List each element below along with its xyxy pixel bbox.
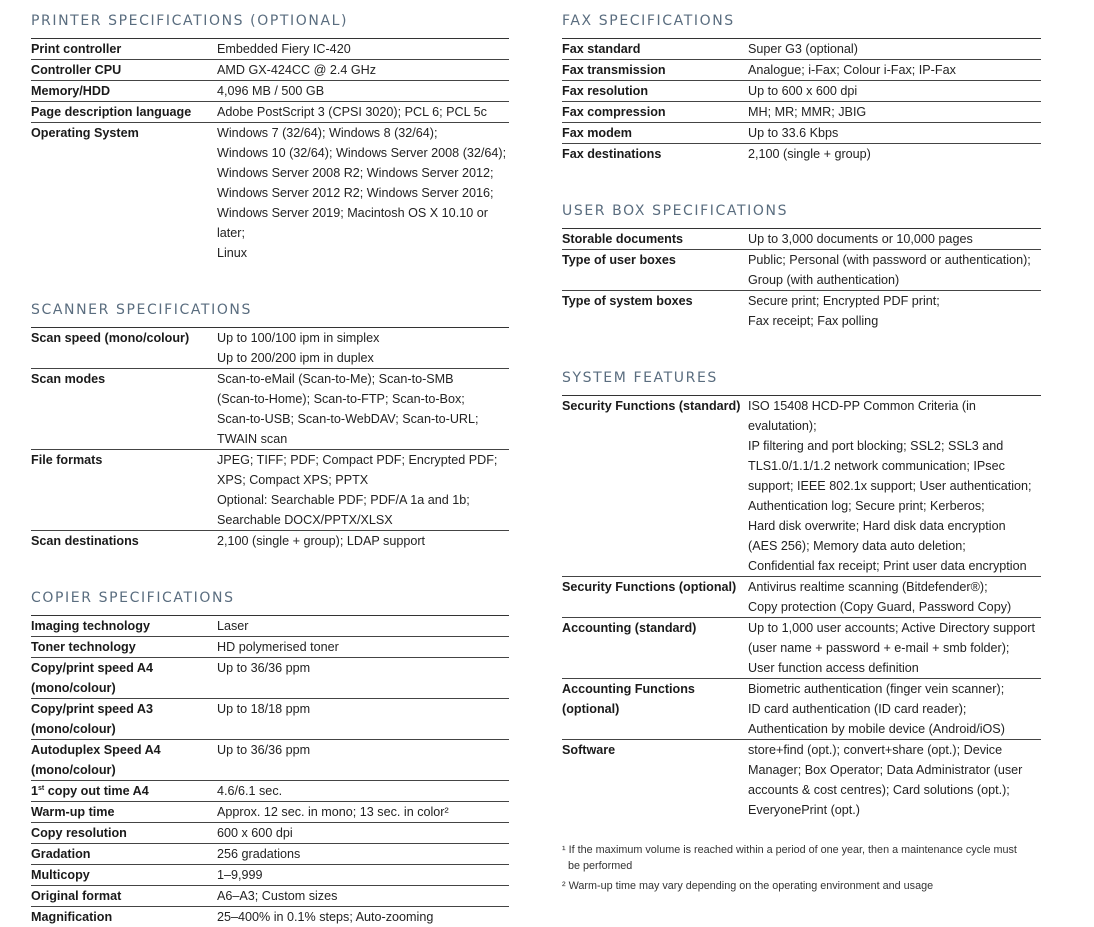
- spec-value-line: XPS; Compact XPS; PPTX: [217, 473, 369, 487]
- spec-value-line: 2,100 (single + group): [748, 147, 871, 161]
- spec-value: [217, 637, 509, 657]
- spec-row: [562, 291, 1041, 331]
- spec-row: [31, 907, 509, 927]
- printer-section: [31, 0, 509, 263]
- spec-value-line: User function access definition: [748, 661, 919, 675]
- spec-value-line: Linux: [217, 246, 248, 260]
- spec-value: [217, 886, 509, 906]
- spec-label: 1st copy out time A4: [31, 784, 149, 798]
- spec-value-line: Hard disk overwrite; Hard disk data encryption: [748, 519, 1006, 533]
- spec-value: [217, 823, 509, 843]
- spec-label: Scan speed (mono/colour): [31, 331, 190, 345]
- spec-value-line: 4,096 MB / 500 GB: [217, 84, 325, 98]
- spec-value: [217, 531, 509, 551]
- spec-row: [31, 616, 509, 637]
- spec-value-line: Windows 10 (32/64); Windows Server 2008 (32/64);: [217, 146, 507, 160]
- spec-value-line: 2,100 (single + group); LDAP support: [217, 534, 426, 548]
- spec-row: [562, 250, 1041, 291]
- spec-value-line: TWAIN scan: [217, 432, 288, 446]
- spec-label: Warm-up time: [31, 805, 115, 819]
- left-column: [31, 0, 509, 927]
- spec-label: Security Functions (optional): [562, 580, 737, 594]
- scanner-spec-table: [31, 327, 509, 551]
- spec-label: Fax destinations: [562, 147, 662, 161]
- spec-value-line: 256 gradations: [217, 847, 301, 861]
- footnote-1: ¹ If the maximum volume is reached within a period of one year, then a maintenance cycle must be performed: [562, 844, 1017, 872]
- spec-value: [217, 740, 509, 780]
- spec-value: [748, 618, 1041, 678]
- right-column: [562, 0, 1041, 894]
- spec-row: [562, 740, 1041, 820]
- spec-value: [217, 865, 509, 885]
- spec-value: [748, 250, 1041, 290]
- spec-value-line: Fax receipt; Fax polling: [748, 314, 879, 328]
- spec-label: Print controller: [31, 42, 122, 56]
- spec-label: Fax modem: [562, 126, 632, 140]
- userbox-section-title: USER BOX SPECIFICATIONS: [562, 203, 789, 219]
- spec-value-line: support; IEEE 802.1x support; User authentication;: [748, 479, 1032, 493]
- spec-value-line: Up to 1,000 user accounts; Active Directory support: [748, 621, 1035, 635]
- spec-row: [31, 102, 509, 123]
- fax-section-title: FAX SPECIFICATIONS: [562, 13, 735, 29]
- spec-value-line: Confidential fax receipt; Print user data encryption: [748, 559, 1027, 573]
- spec-row: [31, 802, 509, 823]
- spec-row: [31, 369, 509, 450]
- spec-value: [217, 781, 509, 801]
- spec-value: [748, 740, 1041, 820]
- spec-value-line: EveryonePrint (opt.): [748, 803, 860, 817]
- spec-label: Memory/HDD: [31, 84, 111, 98]
- spec-value-line: Group (with authentication): [748, 273, 900, 287]
- spec-label: Storable documents: [562, 232, 684, 246]
- spec-value-line: MH; MR; MMR; JBIG: [748, 105, 867, 119]
- spec-value-line: Public; Personal (with password or authentication);: [748, 253, 1031, 267]
- spec-value: [748, 396, 1041, 576]
- spec-label: Copy/print speed A4 (mono/colour): [31, 661, 153, 695]
- spec-label: Copy resolution: [31, 826, 127, 840]
- spec-value: [217, 123, 509, 263]
- spec-value-line: IP filtering and port blocking; SSL2; SSL3 and: [748, 439, 1004, 453]
- printer-section-title: PRINTER SPECIFICATIONS (OPTIONAL): [31, 13, 349, 29]
- spec-value-line: Adobe PostScript 3 (CPSI 3020); PCL 6; PCL 5c: [217, 105, 487, 119]
- spec-label: Type of system boxes: [562, 294, 693, 308]
- spec-label: Toner technology: [31, 640, 136, 654]
- spec-value-line: Analogue; i-Fax; Colour i-Fax; IP-Fax: [748, 63, 956, 77]
- footnotes: [562, 842, 1041, 894]
- spec-value-line: Windows 7 (32/64); Windows 8 (32/64);: [217, 126, 438, 140]
- spec-value-line: Copy protection (Copy Guard, Password Copy): [748, 600, 1012, 614]
- spec-value-line: Windows Server 2008 R2; Windows Server 2012;: [217, 166, 494, 180]
- spec-value-line: JPEG; TIFF; PDF; Compact PDF; Encrypted PDF;: [217, 453, 498, 467]
- spec-label: Imaging technology: [31, 619, 150, 633]
- spec-value-line: Up to 36/36 ppm: [217, 661, 311, 675]
- spec-value: [217, 802, 509, 822]
- fax-spec-table: [562, 38, 1041, 164]
- spec-row: [31, 658, 509, 699]
- spec-row: [31, 740, 509, 781]
- spec-label: Controller CPU: [31, 63, 122, 77]
- spec-value-line: HD polymerised toner: [217, 640, 339, 654]
- spec-value-line: Optional: Searchable PDF; PDF/A 1a and 1b;: [217, 493, 470, 507]
- spec-row: [562, 39, 1041, 60]
- spec-label: Type of user boxes: [562, 253, 676, 267]
- system-section-title: SYSTEM FEATURES: [562, 370, 718, 386]
- spec-label: Autoduplex Speed A4 (mono/colour): [31, 743, 161, 777]
- spec-value: [217, 616, 509, 636]
- spec-value-line: Up to 100/100 ipm in simplex: [217, 331, 380, 345]
- spec-label: Accounting Functions (optional): [562, 682, 695, 716]
- spec-row: [31, 844, 509, 865]
- spec-value-line: Up to 18/18 ppm: [217, 702, 311, 716]
- spec-row: [562, 618, 1041, 679]
- spec-value-line: TLS1.0/1.1/1.2 network communication; IPsec: [748, 459, 1005, 473]
- spec-value-line: 4.6/6.1 sec.: [217, 784, 283, 798]
- spec-label: Scan destinations: [31, 534, 139, 548]
- spec-row: [31, 81, 509, 102]
- spec-value-line: Searchable DOCX/PPTX/XLSX: [217, 513, 393, 527]
- spec-value-line: Authentication by mobile device (Android/iOS): [748, 722, 1005, 736]
- spec-label: Page description language: [31, 105, 192, 119]
- spec-row: [31, 123, 509, 263]
- spec-value-line: ID card authentication (ID card reader);: [748, 702, 967, 716]
- spec-value: [748, 39, 1041, 59]
- spec-value-line: Laser: [217, 619, 249, 633]
- spec-row: [31, 531, 509, 551]
- spec-value-line: Approx. 12 sec. in mono; 13 sec. in color²: [217, 805, 449, 819]
- userbox-section: [562, 190, 1041, 331]
- spec-value: [748, 577, 1041, 617]
- spec-value: [217, 658, 509, 698]
- spec-row: [31, 60, 509, 81]
- spec-value: [748, 679, 1041, 739]
- spec-row: [562, 229, 1041, 250]
- spec-row: [562, 102, 1041, 123]
- spec-row: [31, 781, 509, 802]
- spec-label: Copy/print speed A3 (mono/colour): [31, 702, 153, 736]
- fax-section: [562, 0, 1041, 164]
- spec-value: [217, 450, 509, 530]
- spec-row: [562, 144, 1041, 164]
- spec-value: [217, 328, 509, 368]
- spec-value-line: Up to 36/36 ppm: [217, 743, 311, 757]
- spec-row: [562, 679, 1041, 740]
- spec-value: [748, 81, 1041, 101]
- spec-value-line: (user name + password + e-mail + smb folder);: [748, 641, 1010, 655]
- spec-value-line: 1–9,999: [217, 868, 263, 882]
- spec-value-line: Biometric authentication (finger vein scanner);: [748, 682, 1005, 696]
- spec-value-line: Windows Server 2019; Macintosh OS X 10.10 or later;: [217, 206, 488, 240]
- spec-label: Fax resolution: [562, 84, 649, 98]
- spec-value-line: Scan-to-eMail (Scan-to-Me); Scan-to-SMB: [217, 372, 454, 386]
- spec-label: Gradation: [31, 847, 91, 861]
- spec-value: [217, 102, 509, 122]
- spec-value-line: store+find (opt.); convert+share (opt.); Device: [748, 743, 1003, 757]
- spec-value-line: Antivirus realtime scanning (Bitdefender®);: [748, 580, 988, 594]
- spec-value-line: Embedded Fiery IC-420: [217, 42, 351, 56]
- scanner-section: [31, 289, 509, 551]
- system-spec-table: [562, 395, 1041, 820]
- spec-value: [748, 291, 1041, 331]
- spec-value: [217, 844, 509, 864]
- copier-section-title: COPIER SPECIFICATIONS: [31, 590, 235, 606]
- spec-value-line: Secure print; Encrypted PDF print;: [748, 294, 940, 308]
- spec-row: [562, 396, 1041, 577]
- spec-label: Fax compression: [562, 105, 666, 119]
- system-section: [562, 357, 1041, 820]
- spec-label: File formats: [31, 453, 103, 467]
- spec-value: [748, 229, 1041, 249]
- spec-row: [31, 450, 509, 531]
- spec-value-line: (AES 256); Memory data auto deletion;: [748, 539, 966, 553]
- scanner-section-title: SCANNER SPECIFICATIONS: [31, 302, 252, 318]
- spec-label: Original format: [31, 889, 122, 903]
- spec-value: [748, 123, 1041, 143]
- spec-row: [31, 886, 509, 907]
- spec-row: [562, 60, 1041, 81]
- spec-value-line: Windows Server 2012 R2; Windows Server 2016;: [217, 186, 494, 200]
- footnote-2: ² Warm-up time may vary depending on the operating environment and usage: [562, 880, 934, 892]
- spec-row: [31, 699, 509, 740]
- spec-row: [31, 328, 509, 369]
- copier-spec-table: [31, 615, 509, 927]
- spec-label: Multicopy: [31, 868, 90, 882]
- spec-value-line: Up to 33.6 Kbps: [748, 126, 839, 140]
- spec-value-line: Super G3 (optional): [748, 42, 858, 56]
- spec-label: Fax standard: [562, 42, 641, 56]
- spec-value-line: Scan-to-USB; Scan-to-WebDAV; Scan-to-URL;: [217, 412, 479, 426]
- spec-value-line: accounts & cost centres); Card solutions (opt.);: [748, 783, 1010, 797]
- spec-value: [748, 144, 1041, 164]
- spec-label: Software: [562, 743, 616, 757]
- spec-row: [562, 123, 1041, 144]
- spec-value-line: Up to 3,000 documents or 10,000 pages: [748, 232, 973, 246]
- spec-value-line: Up to 600 x 600 dpi: [748, 84, 858, 98]
- spec-label: Security Functions (standard): [562, 399, 741, 413]
- spec-value: [217, 81, 509, 101]
- spec-label: Operating System: [31, 126, 139, 140]
- spec-row: [31, 39, 509, 60]
- spec-row: [562, 577, 1041, 618]
- spec-value-line: (Scan-to-Home); Scan-to-FTP; Scan-to-Box;: [217, 392, 465, 406]
- spec-label: Magnification: [31, 910, 113, 924]
- spec-value: [217, 39, 509, 59]
- spec-value: [748, 60, 1041, 80]
- spec-value-line: Manager; Box Operator; Data Administrator (user: [748, 763, 1023, 777]
- userbox-spec-table: [562, 228, 1041, 331]
- spec-value-line: ISO 15408 HCD-PP Common Criteria (in evalutation);: [748, 399, 976, 433]
- spec-value-line: 25–400% in 0.1% steps; Auto-zooming: [217, 910, 434, 924]
- spec-value: [217, 60, 509, 80]
- printer-spec-table: [31, 38, 509, 263]
- spec-value: [748, 102, 1041, 122]
- spec-label: Accounting (standard): [562, 621, 697, 635]
- spec-value: [217, 699, 509, 739]
- spec-value: [217, 907, 509, 927]
- spec-label: Scan modes: [31, 372, 106, 386]
- spec-row: [562, 81, 1041, 102]
- spec-value-line: A6–A3; Custom sizes: [217, 889, 338, 903]
- spec-label: Fax transmission: [562, 63, 666, 77]
- spec-value-line: 600 x 600 dpi: [217, 826, 293, 840]
- spec-value: [217, 369, 509, 449]
- spec-row: [31, 823, 509, 844]
- spec-value-line: AMD GX-424CC @ 2.4 GHz: [217, 63, 377, 77]
- spec-value-line: Authentication log; Secure print; Kerberos;: [748, 499, 985, 513]
- spec-row: [31, 865, 509, 886]
- spec-value-line: Up to 200/200 ipm in duplex: [217, 351, 374, 365]
- copier-section: [31, 577, 509, 927]
- spec-row: [31, 637, 509, 658]
